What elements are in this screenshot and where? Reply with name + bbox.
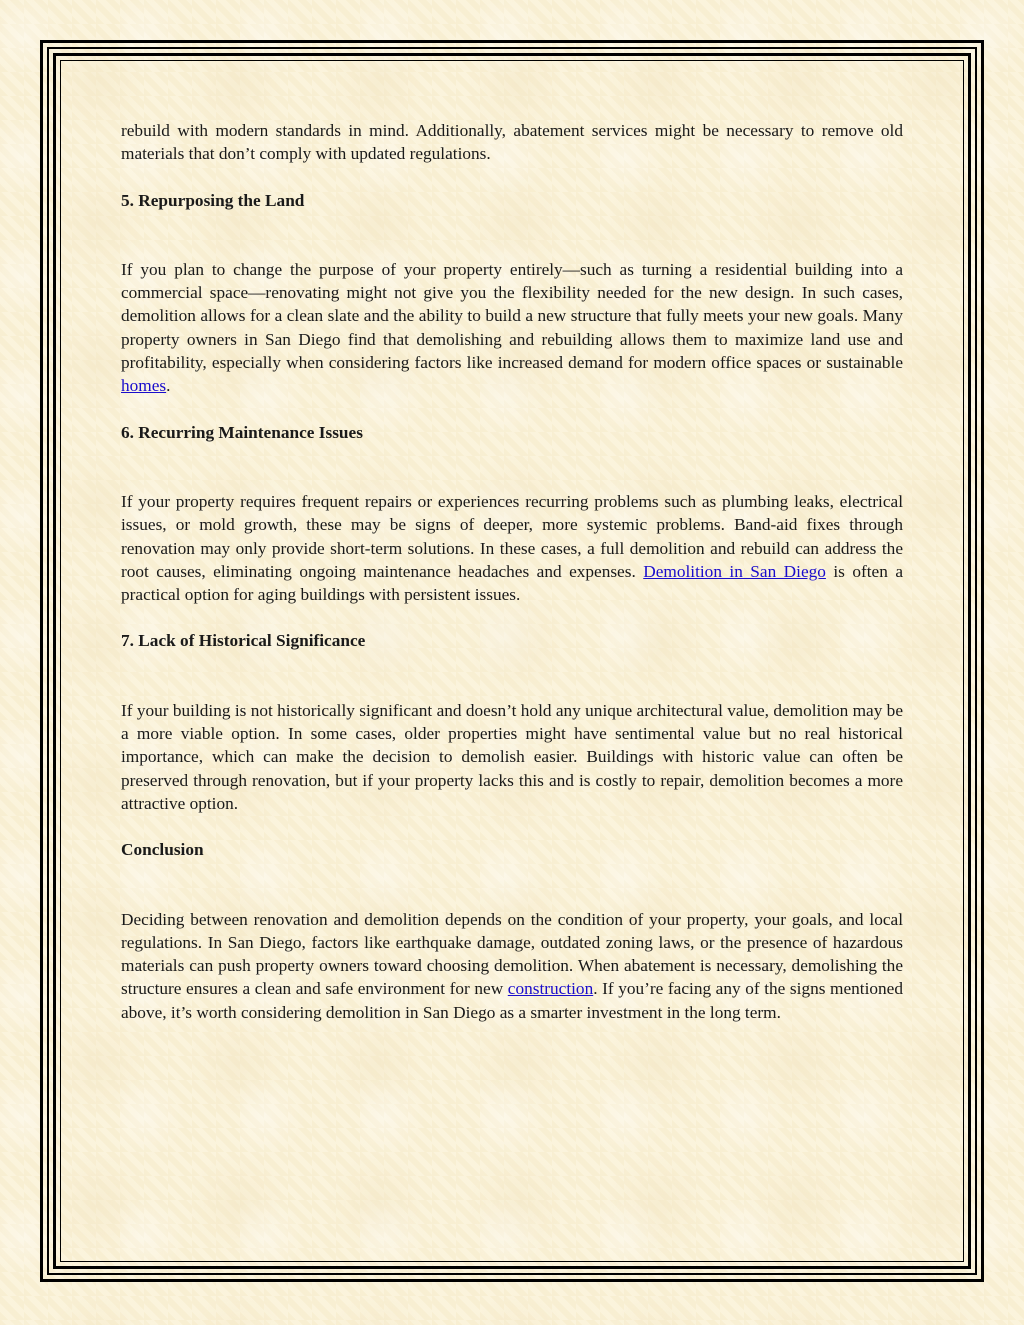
homes-link[interactable]: homes — [121, 376, 167, 396]
section-heading-maintenance: 6. Recurring Maintenance Issues — [121, 422, 363, 442]
section-heading-conclusion: Conclusion — [121, 840, 204, 860]
document-body — [121, 119, 903, 1024]
section-paragraph-conclusion — [121, 908, 903, 1024]
section-heading-repurposing: 5. Repurposing the Land — [121, 190, 305, 210]
paragraph-text: . — [166, 376, 171, 396]
section-heading-historical: 7. Lack of Historical Significance — [121, 631, 366, 651]
demolition-san-diego-link[interactable]: Demolition in San Diego — [643, 561, 826, 581]
paragraph-text: is often a practical option for aging buildings with persistent issues. — [121, 561, 903, 605]
section-paragraph-repurposing — [121, 258, 903, 398]
intro-paragraph: rebuild with modern standards in mind. Additionally, abatement services might be necessary to remove old materials that don’t comply with updated regulations. — [121, 121, 903, 164]
section-paragraph-historical: If your building is not historically significant and doesn’t hold any unique architectural value, demolition may be a more viable option. In some cases, older properties might have sentimental value but no real historical importance, which can make the decision to demolish easier. Buildings with historic value can often be preserved through renovation, but if your property lacks this and is costly to repair, demolition becomes a more attractive option. — [121, 700, 903, 813]
section-paragraph-maintenance — [121, 490, 903, 606]
paragraph-text: If your property requires frequent repairs or experiences recurring problems such as plumbing leaks, electrical issues, or mold growth, these may be signs of deeper, more systemic problems. Band-aid fixes through renovation may only provide short-term solutions. In these cases, a full demolition and rebuild can address the root causes, eliminating ongoing maintenance headaches and expenses. — [121, 491, 903, 581]
construction-link[interactable]: construction — [507, 979, 594, 999]
paragraph-text: Deciding between renovation and demolition depends on the condition of your property, your goals, and local regulations. In San Diego, factors like earthquake damage, outdated zoning laws, or the presence of hazardous materials can push property owners toward choosing demolition. When abatement is necessary, demolishing the structure ensures a clean and safe environment for new — [121, 909, 903, 999]
paragraph-text: If you plan to change the purpose of your property entirely—such as turning a residential building into a commercial space—renovating might not give you the flexibility needed for the new design. In such cases, demolition allows for a clean slate and the ability to build a new structure that fully meets your new goals. Many property owners in San Diego find that demolishing and rebuilding allows them to maximize land use and profitability, especially when considering factors like increased demand for modern office spaces or sustainable — [121, 259, 903, 373]
paragraph-text: . If you’re facing any of the signs mentioned above, it’s worth considering demolition in San Diego as a smarter investment in the long term. — [121, 979, 903, 1022]
